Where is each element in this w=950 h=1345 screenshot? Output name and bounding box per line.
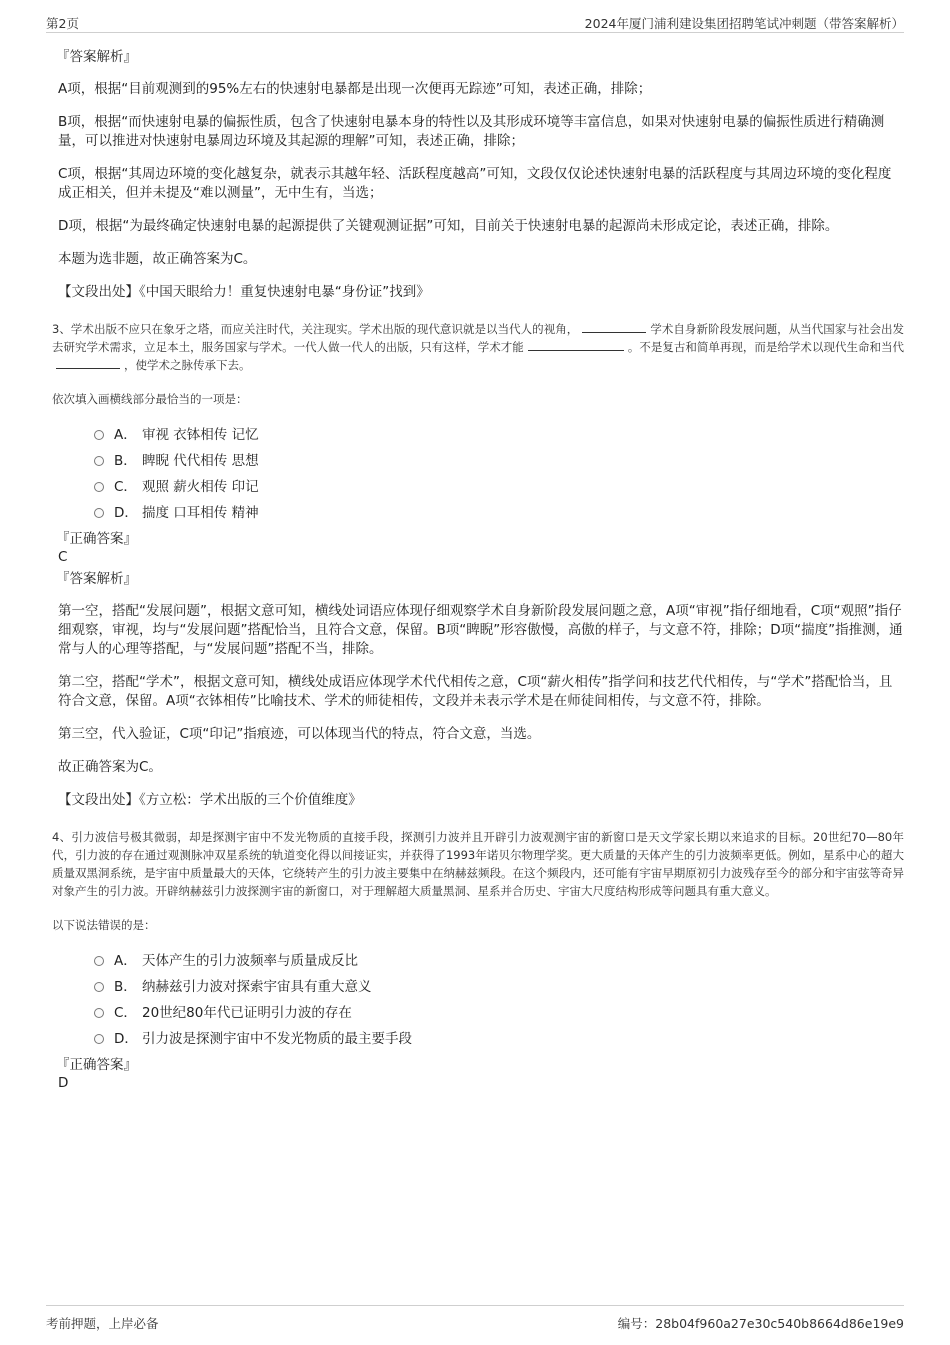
correct-answer-value: C [58, 549, 68, 565]
analysis-conclusion: 故正确答案为C。 [58, 759, 162, 775]
analysis-label: 『答案解析』 [56, 49, 137, 65]
blank-1 [582, 320, 646, 333]
page-number: 第2页 [46, 16, 79, 31]
document-title: 2024年厦门浦利建设集团招聘笔试冲刺题（带答案解析） [584, 16, 904, 31]
correct-answer-value: D [58, 1075, 69, 1091]
analysis-paragraph: D项，根据“为最终确定快速射电暴的起源提供了关键观测证据”可知，目前关于快速射电暴的起源尚未形成定论，表述正确，排除。 [58, 218, 839, 234]
question-4-options [94, 948, 904, 1052]
question-4-prompt: 以下说法错误的是： [52, 918, 156, 932]
radio-icon[interactable] [94, 508, 104, 518]
correct-answer-label: 『正确答案』 [56, 1057, 137, 1073]
radio-icon[interactable] [94, 1008, 104, 1018]
radio-icon[interactable] [94, 956, 104, 966]
question-3-prompt: 依次填入画横线部分最恰当的一项是： [52, 392, 248, 406]
option-c[interactable]: C． 观照 薪火相传 印记 [94, 474, 904, 500]
question-3-options [94, 422, 904, 526]
page-footer [46, 1305, 904, 1334]
option-b[interactable]: B． 纳赫兹引力波对探索宇宙具有重大意义 [94, 974, 904, 1000]
page-content [52, 44, 905, 1096]
document-id: 编号：28b04f960a27e30c540b8664d86e19e9 [617, 1316, 904, 1331]
radio-icon[interactable] [94, 482, 104, 492]
footer-slogan: 考前押题，上岸必备 [46, 1316, 159, 1331]
analysis-conclusion: 本题为选非题，故正确答案为C。 [58, 251, 257, 267]
analysis-paragraph: 第一空，搭配“发展问题”，根据文意可知，横线处词语应体现仔细观察学术自身新阶段发展问题之意，A项“审视”指仔细地看，C项“观照”指仔细观察，审视，均与“发展问题”搭配恰当，且符合文意，保留。B项“睥睨”形容傲慢，高傲的样子，与文意不符，排除；D项“揣度”指推测，通常与人的心理等搭配，与“发展问题”搭配不当，排除。 [58, 603, 903, 657]
analysis-paragraph: 第三空，代入验证，C项“印记”指痕迹，可以体现当代的特点，符合文意，当选。 [58, 726, 541, 742]
page-header [46, 14, 904, 33]
analysis-paragraph: B项，根据“而快速射电暴的偏振性质，包含了快速射电暴本身的特性以及其形成环境等丰富信息，如果对快速射电暴的偏振性质进行精确测量，可以推进对快速射电暴周边环境及其起源的理解”可知，表述正确，排除； [58, 114, 885, 149]
option-c[interactable]: C． 20世纪80年代已证明引力波的存在 [94, 1000, 904, 1026]
option-a[interactable]: A． 审视 衣钵相传 记忆 [94, 422, 904, 448]
radio-icon[interactable] [94, 982, 104, 992]
option-b[interactable]: B． 睥睨 代代相传 思想 [94, 448, 904, 474]
question-3-stem: 3、学术出版不应只在象牙之塔，而应关注时代，关注现实。学术出版的现代意识就是以当代人的视角， 学术自身新阶段发展问题，从当代国家与社会出发去研究学术需求，立足本土，服务国家与学术。一代人做一代人的出版，只有这样，学术才能 。不是复古和简单再现，而是给学术以现代生命和当代，使学术之脉传承下去。 [52, 322, 905, 372]
question-4-stem: 4、引力波信号极其微弱，却是探测宇宙中不发光物质的直接手段，探测引力波并且开辟引力波观测宇宙的新窗口是天文学家长期以来追求的目标。20世纪70—80年代，引力波的存在通过观测脉冲双星系统的轨道变化得以间接证实，并获得了1993年诺贝尔物理学奖。更大质量的天体产生的引力波频率更低。例如，星系中心的超大质量双黑洞系统，是宇宙中质量最大的天体，它绕转产生的引力波主要集中在纳赫兹频段。在这个频段内，还可能有宇宙早期原初引力波残存至今的部分和宇宙弦等奇异对象产生的引力波。开辟纳赫兹引力波探测宇宙的新窗口，对于理解超大质量黑洞、星系并合历史、宇宙大尺度结构形成等问题具有重大意义。 [52, 830, 904, 898]
analysis-label: 『答案解析』 [56, 571, 137, 587]
analysis-paragraph: 第二空，搭配“学术”，根据文意可知，横线处成语应体现学术代代相传之意，C项“薪火相传”指学问和技艺代代相传，与“学术”搭配恰当，且符合文意，保留。A项“衣钵相传”比喻技术、学术的师徒相传，文段并未表示学术是在师徒间相传，与文意不符，排除。 [58, 674, 893, 709]
option-d[interactable]: D． 揣度 口耳相传 精神 [94, 500, 904, 526]
analysis-paragraph: A项，根据“目前观测到的95%左右的快速射电暴都是出现一次便再无踪迹”可知，表述正确，排除； [58, 81, 652, 97]
option-a[interactable]: A． 天体产生的引力波频率与质量成反比 [94, 948, 904, 974]
source-citation: 【文段出处】《方立松：学术出版的三个价值维度》 [58, 792, 362, 808]
blank-2 [528, 338, 624, 351]
correct-answer-label: 『正确答案』 [56, 531, 137, 547]
source-citation: 【文段出处】《中国天眼给力！重复快速射电暴“身份证”找到》 [58, 284, 430, 300]
radio-icon[interactable] [94, 456, 104, 466]
blank-3 [56, 356, 120, 369]
radio-icon[interactable] [94, 1034, 104, 1044]
radio-icon[interactable] [94, 430, 104, 440]
analysis-paragraph: C项，根据“其周边环境的变化越复杂，就表示其越年轻、活跃程度越高”可知，文段仅仅论述快速射电暴的活跃程度与其周边环境的变化程度成正相关，但并未提及“难以测量”，无中生有，当选； [58, 166, 892, 201]
option-d[interactable]: D． 引力波是探测宇宙中不发光物质的最主要手段 [94, 1026, 904, 1052]
